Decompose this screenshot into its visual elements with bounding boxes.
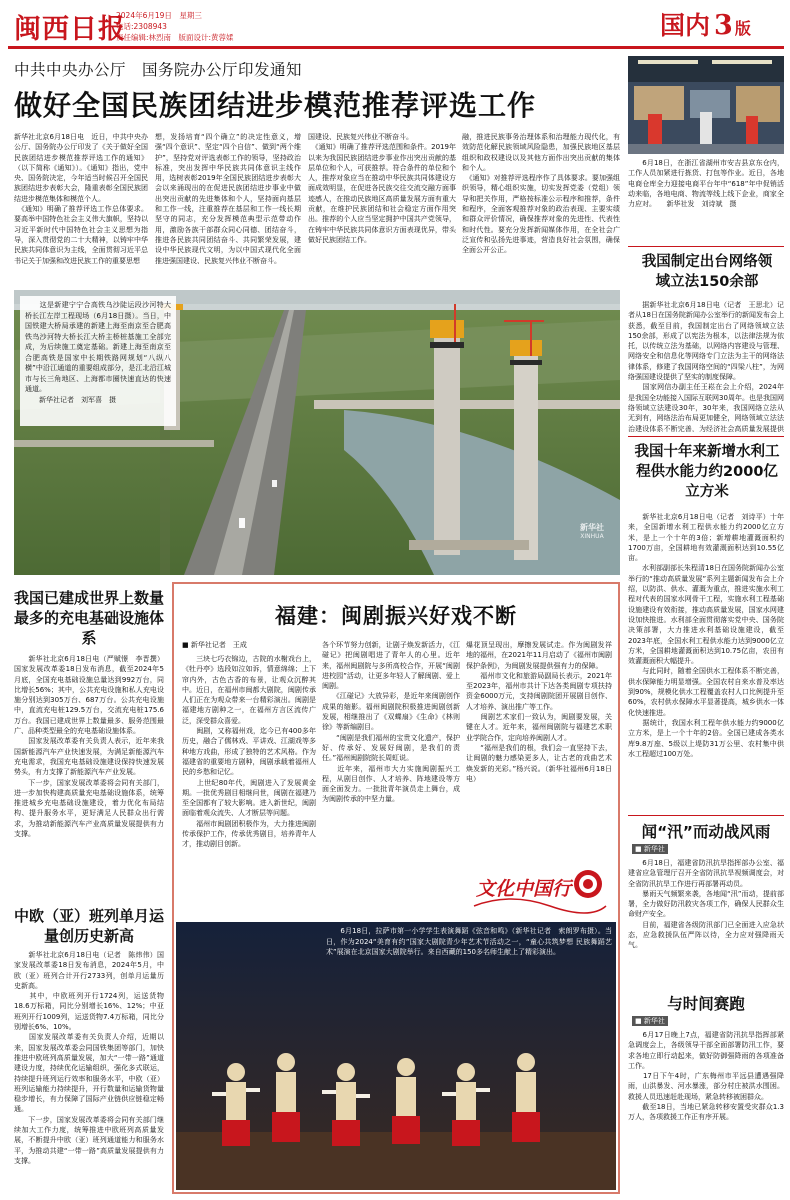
fujian-col3: 爆花顶呈现出，摩擦发展试走。作为闽剧发祥地的福州，在2021年11月启动了《福州市闽剧保护条例》，为闽剧发展提供强有力的保障。 福州市文化和旅游局副局长表示，2021年至2023年，福州市共计下达各类闽剧专项扶持资金6000万元，支持闽剧院团开展剧目创作、人才培养、演出推广等工作。 闽剧艺术家们一致认为，闽剧要发展，关键在人才。近年来，福州闽剧院与福建艺术职业学院合作，定向培养闽剧人才。 “福州是我们的根，我们会一直坚持下去，让闽剧的魅力感染更多人，让古老的戏曲艺术焕发新的光彩。”杨兴说。（新华社福州6月18日电） xyxy=(466,641,612,783)
xinhua-watermark-en: XINHUA xyxy=(580,533,604,540)
newspaper-logo: 闽西日报 xyxy=(14,14,126,45)
lead-kicker: 中共中央办公厅 国务院办公厅印发通知 xyxy=(14,61,303,79)
masthead-phone: 电话:2308943 xyxy=(116,22,167,31)
section-name: 国内 xyxy=(660,11,711,40)
lead-body-col2: 想，发扬培育“四个确立”的决定性意义，增强“四个意识”、坚定“四个自信”、做到“两个维护”，坚持党对评选表彰工作的领导，坚持政治标准，突出发挥中华民族共同体意识主线作用，选树表彰2019年全国民族团结进步表彰大会以来涌现出的在促进民族团结进步事业中做出突出贡献的先进集体和个人，坚持面向基层和工作一线，注重推荐在基层和工作一线长期坚守的同志，充分发挥模范典型示范带动作用，激励各族干部群众同心同德、团结奋斗，推进各民族共同团结奋斗、共同繁荣发展，建设中华民族现代文明，为以中国式现代化全面推进强国建设、民族复兴伟业不断奋斗。 xyxy=(155,133,301,265)
water-body: 新华社北京6月18日电（记者 刘诗平）十年来，全国新增水利工程供水能力约2000亿立方米，是上一个十年的3倍；新增耕地灌溉面积约1700万亩，全国耕地有效灌溉面积达到10.55亿亩。 水利部副部长朱程清18日在国务院新闻办公室举行的“推动高质量发展”系列主题新闻发布会上介绍，以防洪、供水、灌溉为重点，推进实施水利工程对代表的国家水网骨干工程，实施水利工程基础设施建设有效衔接，推动高质量发展，国家水网建设加快推进。水利部全面贯彻落实党中央、国务院决策部署，大力推进水利基础设施建设，截至2023年底，全国水利工程供水能力达到9000亿立方米，全国耕地灌溉面积达到10.75亿亩，农田有效灌溉面积大幅提升。 与此同时，随着全国供水工程体系不断完善，供水保障能力明显增强。全国农村自来水普及率达到90%，规模化供水工程覆盖农村人口比例提升至60%，农村供水保障水平显著提高，城乡供水一体化快速推进。 据统计，我国水利工程年供水能力约9000亿立方米，是上一个十年的2倍。全国已建成各类水库9.8万座、5级以上堤防31万公里、农村集中供水工程超过100万处。 xyxy=(628,513,784,758)
flood-body: 6月18日，福建省防汛抗旱指挥部办公室、福建省应急管理厅召开全省防汛抗旱视频调度会，对全省防汛抗旱工作进行再部署再动员。 暴雨天气频繁来袭，各地闻“汛”而动，提前部署，全力做好防汛救灾各项工作，确保人民群众生命财产安全。 目前，福建省各级防汛部门已全面进入应急状态，应急救援队伍严阵以待，全力应对强降雨天气。 xyxy=(628,859,784,950)
race-body: 6月17日晚上7点，福建省防汛抗旱指挥部紧急调度会上，各级领导干部全面部署防汛工作，要求各地立即行动起来，做好防御强降雨的各项准备工作。 17日下午4时，广东梅州市平远县遭遇强降雨，山洪暴发、河水暴涨，部分村庄被洪水围困。救援人员迅速赶赴现场，紧急转移被困群众。 截至18日，当地已紧急转移安置受灾群众1.3万人，各项救援工作正有序开展。 xyxy=(628,1031,784,1122)
bridge-photo-caption: 这是新建宁宁合高铁乌沙陡运段沙河特大桥长江左岸工程现场（6月18日摄）。当日，中国铁建大桥局承建的新建上海至南京至合肥高铁鸟沙河特大桥长江大桥主桥桩基施工全部完成，为后续施工奠定基础。新建上海至南京至合肥高铁是国家中长期铁路网规划“八纵八横”中沿江通道的重要组成部分，是江北沿江城市与长三角地区、上海都市圈快速直达的快速通道。 新华社记者 刘军喜 摄 xyxy=(20,296,176,426)
dance-photo-caption: 6月18日，拉萨市第一小学学生表演舞蹈《弦音和鸣》（新华社记者 索朗罗布摄）。当日，作为2024“美育有约”国家大剧院青少年艺术节活动之一，“童心共筑梦想 民族舞蹈艺术”展演在北京国家大剧院举行。来自西藏的150多名师生献上了精彩演出。 xyxy=(326,927,612,956)
masthead-date: 2024年6月19日 星期三 xyxy=(116,11,202,20)
fujian-col2: 各个环节努力创新，让剧子焕发新活力，《江碰记》把闽剧唱进了青年人的心里。近年来，福州闽剧院与多所高校合作，开展“闽剧进校园”活动，让更多年轻人了解闽剧、爱上闽剧。 《江碰记》大放异彩，是近年来闽剧创作成果的缩影。福州闽剧院积极推进闽剧创新发展，相继推出了《双蝶扇》《生命》《林则徐》等新编剧目。 “闽剧是我们福州的宝贵文化遗产，保护好、传承好、发展好闽剧，是我们的责任。”福州闽剧院院长周虹说。 近年来，福州市大力实施闽剧振兴工程，从剧目创作、人才培养、阵地建设等方面全面发力。一批批青年演员走上舞台，成为闽剧传承的中坚力量。 xyxy=(322,641,460,804)
section-label xyxy=(660,6,782,41)
dance-performance-photo xyxy=(176,922,616,1190)
rail-body: 新华社北京6月18日电（记者 陈炜伟）国家发展改革委18日发布消息，2024年5月，中欧（亚）班列合计开行2733列，创单月运量历史新高。 其中，中欧班列开行1724列，运送货物18.6万标箱，同比分别增长16%、12%；中亚班列开行1009列，运送货物7.4万标箱，同比分别增长6%、10%。 国家发展改革委有关负责人介绍，近期以来，国家发展改革委会同国铁集团等部门，加快推进中欧班列高质量发展，加大“一带一路”通道建设力度，持续优化运输组织，强化多式联运，持续提升班列运行效率和服务水平，中欧（亚）班列运输能力持续提升，开行数量和运输货物量稳步增长，有力保障了国际产业链供应链稳定畅通。 下一步，国家发展改革委将会同有关部门继续加大工作力度，统筹推进中欧班列高质量发展，不断提升中欧（亚）班列通道能力和服务水平，为推动共建“一带一路”高质量发展提供有力支撑。 xyxy=(14,951,164,1165)
masthead xyxy=(0,0,790,48)
rail-headline: 中欧（亚）班列单月运量创历史新高 xyxy=(14,907,165,945)
fujian-headline: 福建：闽剧振兴好戏不断 xyxy=(275,604,517,628)
flood-headline: 闻“汛”而动战风雨 xyxy=(641,823,771,841)
flood-rule xyxy=(628,815,784,816)
lead-body-col3: 国建设、民族复兴伟业不断奋斗。 《通知》明确了推荐评选范围和条件。2019年以来为我国民族团结进步事业作出突出贡献的基层单位和个人，可获推荐。符合条件的单位和个人，推荐对象应当在推动中华民族共同体建设方面成效明显，在促进各民族交往交流交融方面事迹感人，在推动民族地区高质量发展方面有重大贡献，在维护民族团结和社会稳定方面作用突出。推荐的个人应当坚定拥护中国共产党领导，在铸牢中华民族共同体意识方面表现优异，带头做好民族团结工作。 xyxy=(308,133,456,244)
lead-headline: 做好全国民族团结进步模范推荐评选工作 xyxy=(14,89,537,122)
fujian-byline: ■ 新华社记者 王成 xyxy=(182,641,247,649)
charging-body: 新华社北京6月18日电（严赋憬 李晋撰）国家发展改革委18日发布消息，截至2024年5月底，全国充电基础设施总量达到992万台，同比增长56%；其中，公共充电设施和私人充电设施分别达到305万台、687万台。公共充电设施中，直流充电桩129.5万台，交流充电桩175.6万台。我国已建成世界上数量最多、服务范围最广、品种类型最全的充电基础设施体系。 国家发展改革委有关负责人表示，近年来我国新能源汽车产业快速发展，为满足新能源汽车充电需求，我国充电基础设施建设保持快速发展势头，有力支撑了新能源汽车产业发展。 下一步，国家发展改革委将会同有关部门，进一步加快构建高质量充电基础设施体系，统筹推进城乡充电基础设施建设，着力优化布局结构、提升服务水平，更好满足人民群众出行需求，为推动新能源汽车产业高质量发展提供有力支撑。 xyxy=(14,655,164,839)
warehouse-illustration xyxy=(628,56,784,154)
page-number: 3 xyxy=(714,10,733,41)
badge-text: 文化中国行 xyxy=(476,878,572,900)
page-suffix: 版 xyxy=(734,19,751,38)
warehouse-photo xyxy=(628,56,784,154)
fujian-col1: 三块七巧衣锦边，古院的水榭戏台上，《牡丹亭》选段如泣如诉，情意绵绵；上下帘内外，古色古香的布景，让观众沉醉其中。近日，在福州市闽都大剧院，闽剧传承人们正在为观众带来一台精彩演出。闽剧是福建地方剧种之一，在福州方言区流传广泛，深受群众喜爱。 闽剧，又称福州戏，迄今已有400多年历史，融合了儒林戏、平讲戏、江湖戏等多种地方戏曲，形成了独特的艺术风格。作为福建省的重要地方剧种，闽剧承载着福州人民的乡愁和记忆。 上世纪80年代，闽剧进入了发展黄金期。一批优秀剧目相继问世，闽剧在福建乃至全国都有了较大影响。进入新世纪，闽剧面临着观众流失、人才断层等问题。 福州市闽剧团积极作为，大力推进闽剧传承保护工作，传承优秀剧目，培养青年人才，推动剧目创新。 xyxy=(182,655,316,849)
bridge-construction-photo xyxy=(14,290,620,575)
net-law-body: 据新华社北京6月18日电（记者 王思北）记者从18日在国务院新闻办公室举行的新闻发布会上获悉，截至目前，我国制定出台了网络领域立法150余部，形成了以宪法为根本，以法律法规为依托，以传统立法为基础，以网络内容建设与管理、网络安全和信息化等网络专门立法为主干的网络法律体系，修建了我国网络空间的“四梁八柱”，为网络强国建设提供了坚实的制度保障。 国家网信办副主任王崧在会上介绍，2024年是我国全功能接入国际互联网30周年。也是我国网络领域立法建设30年，30年来，我国网络立法从无到有，网络法治布局更加健全，网络领域立法法治建设体系不断完善，为经济社会高质量发展提供 xyxy=(628,301,784,432)
masthead-rule xyxy=(8,46,784,49)
lead-body-col1: 新华社北京6月18日电 近日，中共中央办公厅、国务院办公厅印发了《关于做好全国民族团结进步模范推荐评选工作的通知》（以下简称《通知》）。《通知》指出，党中央、国务院决定，今年适当时候召开全国民族团结进步表彰大会，隆重表彰全国民族团结进步模范集体和模范个人。 《通知》明确了推荐评选工作总体要求。要高举中国特色社会主义伟大旗帜，坚持以习近平新时代中国特色社会主义思想为指导，深入贯彻党的二十大精神，以铸牢中华民族共同体意识为主线，全面贯彻习近平总书记关于加强和改进民族工作的重要思想 xyxy=(14,133,148,265)
warehouse-photo-caption: 6月18日，在浙江省湖州市安吉县京东仓内，工作人员加紧进行拣货、打包等作业。近日，各地电商仓库全力迎接电商平台年中“618”年中促销活动来临，各地电商、物流等线上线下企业，商家全力应对。 新华社发 刘诗斌 摄 xyxy=(628,159,784,209)
net-law-headline: 我国制定出台网络领域立法150余部 xyxy=(641,254,773,290)
flood-tag: ■ 新华社 xyxy=(632,844,668,854)
masthead-editors: 责任编辑:林烈南 版面设计:黄蓉媃 xyxy=(116,33,234,42)
charging-headline: 我国已建成世界上数量最多的充电基础设施体系 xyxy=(14,589,165,647)
race-tag: ■ 新华社 xyxy=(632,1016,668,1026)
water-headline: 我国十年来新增水利工程供水能力约2000亿立方米 xyxy=(634,444,780,500)
xinhua-watermark-cn: 新华社 xyxy=(580,523,604,532)
lead-body-col4: 融，推进民族事务治理体系和治理能力现代化，有效防范化解民族领域风险隐患，加强民族地区基层组织和政权建设以及其他方面作出突出贡献的集体和个人。 《通知》对推荐评选程序作了具体要求。要加强组织领导，精心组织实施，切实发挥党委（党组）领导和把关作用，严格按标准公示程序和推荐，条件和程序，全面客观推荐对象的政治表现、主要实绩和群众评价情况，确保推荐对象的先进性、代表性和时代性。要充分发挥新闻媒体作用，在全社会广泛宣传和弘扬先进事迹，营造良好社会氛围，确保全面公开公正。 xyxy=(462,133,620,255)
net-law-rule xyxy=(628,246,784,247)
race-headline: 与时间赛跑 xyxy=(667,995,745,1013)
culture-china-tour-badge xyxy=(470,862,610,918)
xinhua-watermark xyxy=(570,522,614,540)
water-rule xyxy=(628,436,784,437)
